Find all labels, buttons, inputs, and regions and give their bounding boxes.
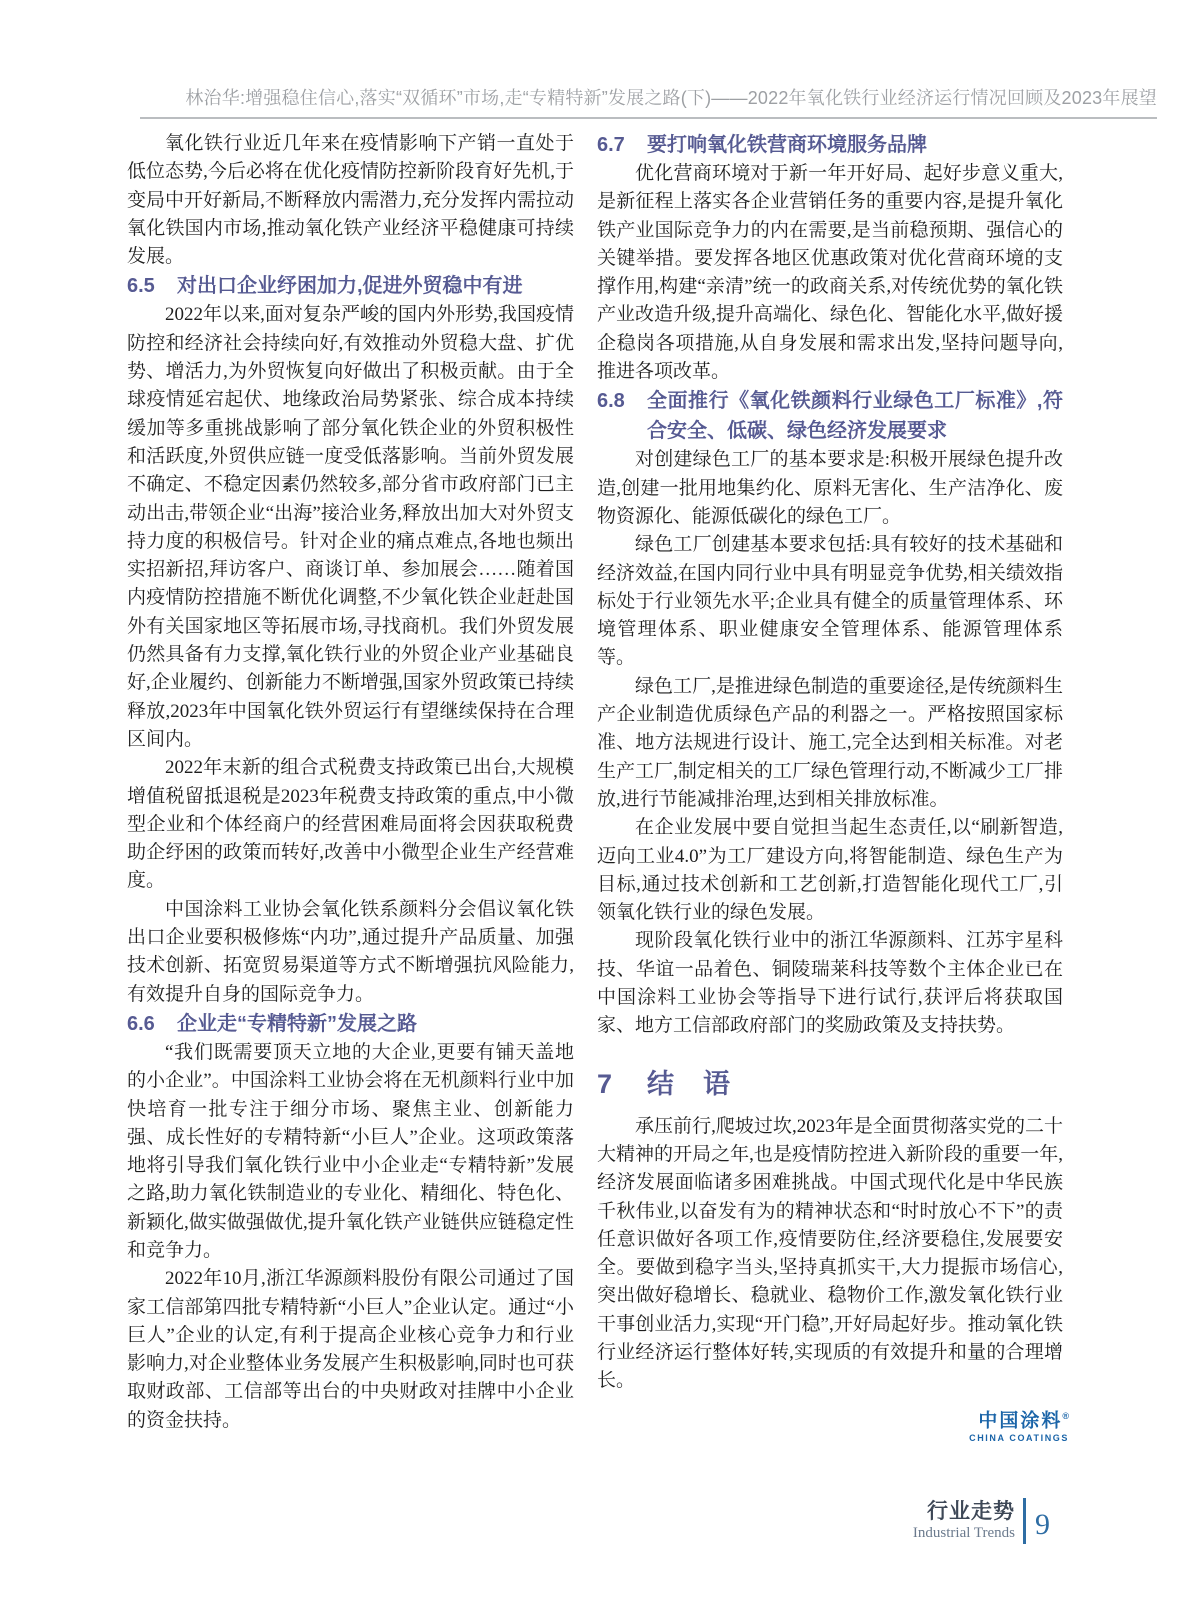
paragraph: 承压前行,爬坡过坎,2023年是全面贯彻落实党的二十大精神的开局之年,也是疫情防控进入新阶段的重要一年,经济发展面临诸多困难挑战。中国式现代化是中华民族千秋伟业,以奋发有为的精神状态和“时时放心不下”的责任意识做好各项工作,疫情要防住,经济要稳住,发展要安全。要做到稳字当头,坚持真抓实干,大力提振市场信心,突出做好稳增长、稳就业、稳物价工作,激发氧化铁行业干事创业活力,实现“开门稳”,开好局起好步。推动氧化铁行业经济运行整体好转,实现质的有效提升和量的合理增长。 [597,1115,1063,1392]
paragraph: 在企业发展中要自觉担当起生态责任,以“刷新智造,迈向工业4.0”为工厂建设方向,将智能制造、绿色生产为目标,通过技术创新和工艺创新,打造智能化现代工厂,引领氧化铁行业的绿色发展。 [597,817,1063,924]
section-title: 结 语 [647,1068,731,1099]
page-footer [913,1498,1050,1544]
logo-chinese-text: 中国涂料® [978,1409,1069,1431]
paragraph: 中国涂料工业协会氧化铁系颜料分会倡议氧化铁出口企业要积极修炼“内功”,通过提升产品质量、加强技术创新、拓宽贸易渠道等方式不断增强抗风险能力,有效提升自身的国际竞争力。 [127,898,574,1005]
page-number: 9 [1035,1508,1050,1541]
paragraph: 2022年末新的组合式税费支持政策已出台,大规模增值税留抵退税是2023年税费支持政策的重点,中小微型企业和个体经商户的经营困难局面将会因获取税费助企纾困的政策而转好,改善中小微型企业生产经营难度。 [127,757,574,892]
running-header-title: 林治华:增强稳住信心,落实“双循环”市场,走“专精特新”发展之路(下)——2022年氧化铁行业经济运行情况回顾及2023年展望 [140,84,1157,119]
section-heading-6-6 [127,1009,574,1039]
section-title: 要打响氧化铁营商环境服务品牌 [647,134,927,156]
section-title: 企业走“专精特新”发展之路 [177,1012,417,1035]
section-heading-6-7 [597,130,1063,160]
paragraph: 2022年以来,面对复杂严峻的国内外形势,我国疫情防控和经济社会持续向好,有效推动外贸稳大盘、扩优势、增活力,为外贸恢复向好做出了积极贡献。由于全球疫情延宕起伏、地缘政治局势紧张、综合成本持续缓加等多重挑战影响了部分氧化铁企业的外贸积极性和活跃度,外贸供应链一度受低落影响。当前外贸发展不确定、不稳定因素仍然较多,部分省市政府部门已主动出击,带领企业“出海”接洽业务,释放出加大对外贸支持力度的积极信号。针对企业的痛点难点,各地也频出实招新招,拜访客户、商谈订单、参加展会……随着国内疫情防控措施不断优化调整,不少氧化铁企业赶赴国外有关国家地区等拓展市场,寻找商机。我们外贸发展仍然具备有力支撑,氧化铁行业的外贸企业产业基础良好,企业履约、创新能力不断增强,国家外贸政策已持续释放,2023年中国氧化铁外贸运行有望继续保持在合理区间内。 [127,304,574,750]
section-title: 对出口企业纾困加力,促进外贸稳中有进 [177,275,523,298]
footer-section-labels [913,1500,1015,1543]
section-number: 7 [597,1068,614,1099]
footer-section-name-en: Industrial Trends [912,1524,1015,1541]
paragraph: 对创建绿色工厂的基本要求是:积极开展绿色提升改造,创建一批用地集约化、原料无害化、生产洁净化、废物资源化、能源低碳化的绿色工厂。 [597,449,1063,527]
footer-section-name-cn: 行业走势 [927,1499,1015,1523]
paragraph: 绿色工厂创建基本要求包括:具有较好的技术基础和经济效益,在国内同行业中具有明显竞争优势,相关绩效指标处于行业领先水平;企业具有健全的质量管理体系、环境管理体系、职业健康安全管理体系、能源管理体系等。 [597,534,1063,669]
section-number: 6.7 [597,134,625,156]
section-number: 6.8 [597,390,625,413]
section-number: 6.6 [127,1012,155,1035]
right-column [597,130,1069,1443]
china-coatings-logo [597,1406,1069,1443]
paragraph: 绿色工厂,是推进绿色制造的重要途径,是传统颜料生产企业制造优质绿色产品的利器之一。严格按照国家标准、地方法规进行设计、施工,完全达到相关标准。对老生产工厂,制定相关的工厂绿色管理行动,不断减少工厂排放,进行节能减排治理,达到相关排放标准。 [597,675,1063,810]
section-heading-conclusion [597,1067,1063,1101]
logo-english-text: CHINA COATINGS [969,1432,1069,1443]
left-column [127,130,574,1435]
section-heading-6-5 [127,271,574,301]
footer-divider-bar [1023,1498,1026,1544]
paragraph: 2022年10月,浙江华源颜料股份有限公司通过了国家工信部第四批专精特新“小巨人”企业认定。通过“小巨人”企业的认定,有利于提高企业核心竞争力和行业影响力,对企业整体业务发展产生积极影响,同时也可获取财政部、工信部等出台的中央财政对挂牌中小企业的资金扶持。 [127,1268,574,1431]
trademark-icon: ® [1062,1410,1069,1421]
section-number: 6.5 [127,275,155,298]
section-heading-6-8 [597,386,1063,446]
section-title: 全面推行《氧化铁颜料行业绿色工厂标准》,符合安全、低碳、绿色经济发展要求 [647,390,1063,443]
paragraph: 优化营商环境对于新一年开好局、起好步意义重大,是新征程上落实各企业营销任务的重要内容,是提升氧化铁产业国际竞争力的内在需要,是当前稳预期、强信心的关键举措。要发挥各地区优惠政策对优化营商环境的支撑作用,构建“亲清”统一的政商关系,对传统优势的氧化铁产业改造升级,提升高端化、绿色化、智能化水平,做好援企稳岗各项措施,从自身发展和需求出发,坚持问题导向,推进各项改革。 [597,163,1063,383]
paragraph: 现阶段氧化铁行业中的浙江华源颜料、江苏宇星科技、华谊一品着色、铜陵瑞莱科技等数个主体企业已在中国涂料工业协会等指导下进行试行,获评后将获取国家、地方工信部政府部门的奖励政策及支持扶势。 [597,930,1063,1037]
paragraph: 氧化铁行业近几年来在疫情影响下产销一直处于低位态势,今后必将在优化疫情防控新阶段育好先机,于变局中开好新局,不断释放内需潜力,充分发挥内需拉动氧化铁国内市场,推动氧化铁产业经济平稳健康可持续发展。 [127,133,574,268]
paragraph: “我们既需要顶天立地的大企业,更要有铺天盖地的小企业”。中国涂料工业协会将在无机颜料行业中加快培育一批专注于细分市场、聚焦主业、创新能力强、成长性好的专精特新“小巨人”企业。这项政策落地将引导我们氧化铁行业中小企业走“专精特新”发展之路,助力氧化铁制造业的专业化、精细化、特色化、新颖化,做实做强做优,提升氧化铁产业链供应链稳定性和竞争力。 [127,1041,574,1261]
